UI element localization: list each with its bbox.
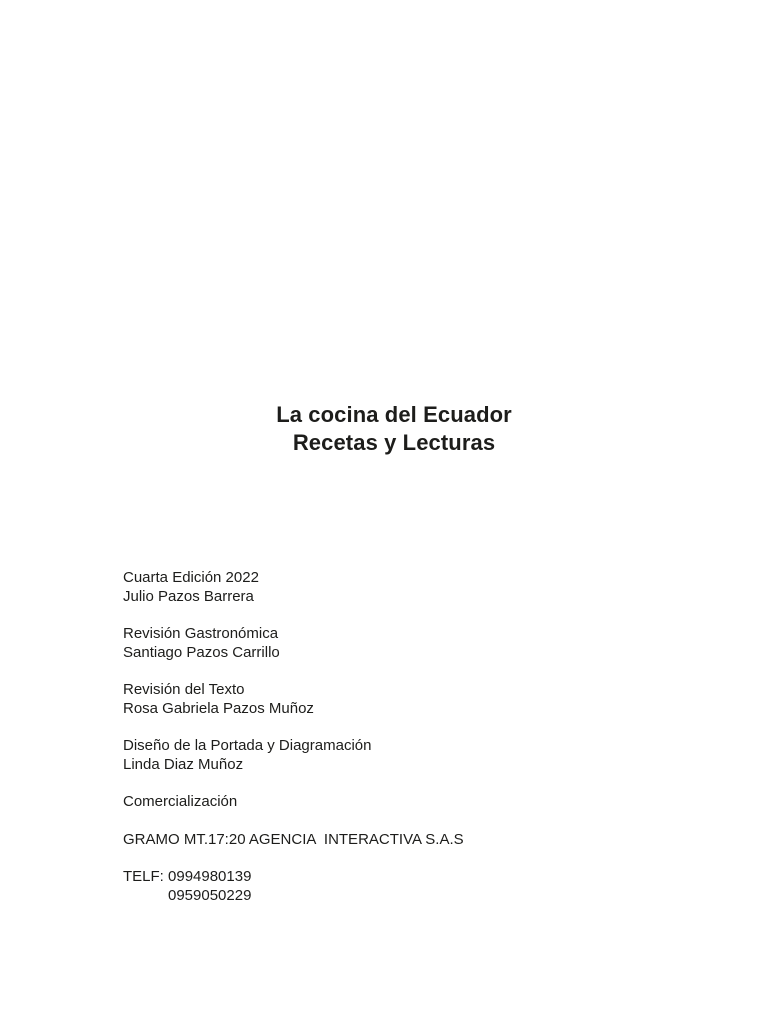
credit-label: Cuarta Edición 2022 (123, 569, 259, 586)
commercialization-heading (123, 793, 683, 812)
credit-value: Rosa Gabriela Pazos Muñoz (123, 699, 314, 717)
company-name: GRAMO MT.17:20 AGENCIA INTERACTIVA S.A.S (123, 830, 464, 848)
credits-section (123, 569, 683, 924)
phone-primary: TELF: 0994980139 (123, 868, 252, 885)
book-subtitle: Recetas y Lecturas (292, 430, 496, 455)
phone-secondary: 0959050229 (168, 886, 252, 904)
book-title-line-1: La cocina del Ecuador (276, 402, 512, 427)
book-title (0, 401, 768, 457)
credit-gastronomic-review (123, 625, 683, 662)
phone-block (123, 868, 683, 905)
credit-label: Revisión Gastronómica (123, 625, 279, 642)
credit-edition (123, 569, 683, 606)
commercialization-company (123, 831, 683, 850)
credit-text-review (123, 681, 683, 718)
credit-value: Julio Pazos Barrera (123, 587, 254, 605)
credit-value: Santiago Pazos Carrillo (123, 643, 280, 661)
credit-value: Linda Diaz Muñoz (123, 755, 244, 773)
commercialization-label: Comercialización (123, 793, 238, 810)
credit-label: Revisión del Texto (123, 681, 245, 698)
credit-design (123, 737, 683, 774)
credit-label: Diseño de la Portada y Diagramación (123, 737, 372, 754)
